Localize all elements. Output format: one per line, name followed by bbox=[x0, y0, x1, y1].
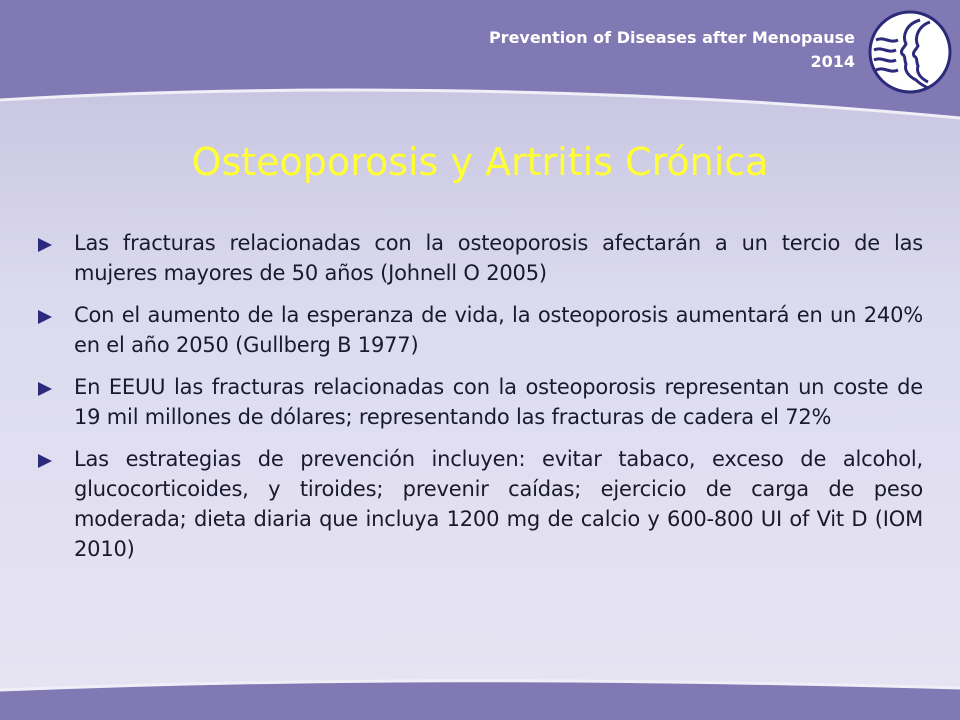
slide-title: Osteoporosis y Artritis Crónica bbox=[191, 140, 769, 184]
bullet-text: Con el aumento de la esperanza de vida, la osteoporosis aumentará en un 240% en el año 2050 (Gullberg B 1977) bbox=[74, 303, 923, 357]
bullet-text: En EEUU las fracturas relacionadas con la osteoporosis representan un coste de 19 mil millones de dólares; representando las fracturas de cadera el 72% bbox=[74, 375, 923, 429]
bullet-text: Las estrategias de prevención incluyen: evitar tabaco, exceso de alcohol, glucocorticoides, y tiroides; prevenir caídas; ejercicio de carga de peso moderada; dieta diaria que incluya 1200 mg de calcio y 600-800 UI of Vit D (IOM 2010) bbox=[74, 447, 923, 561]
header-year: 2014 bbox=[810, 52, 855, 71]
header-title: Prevention of Diseases after Menopause bbox=[488, 28, 855, 47]
triangle-bullet-icon bbox=[38, 238, 52, 252]
list-item bbox=[38, 300, 923, 360]
triangle-bullet-icon bbox=[38, 454, 52, 468]
triangle-bullet-icon bbox=[38, 382, 52, 396]
triangle-bullet-icon bbox=[38, 310, 52, 324]
list-item bbox=[38, 372, 923, 432]
conference-header bbox=[489, 26, 855, 74]
face-profile-logo-icon bbox=[868, 10, 952, 94]
list-item bbox=[38, 228, 923, 288]
list-item bbox=[38, 444, 923, 564]
bullet-text: Las fracturas relacionadas con la osteoporosis afectarán a un tercio de las mujeres mayores de 50 años (Johnell O 2005) bbox=[74, 231, 923, 285]
bullet-list bbox=[38, 228, 923, 576]
